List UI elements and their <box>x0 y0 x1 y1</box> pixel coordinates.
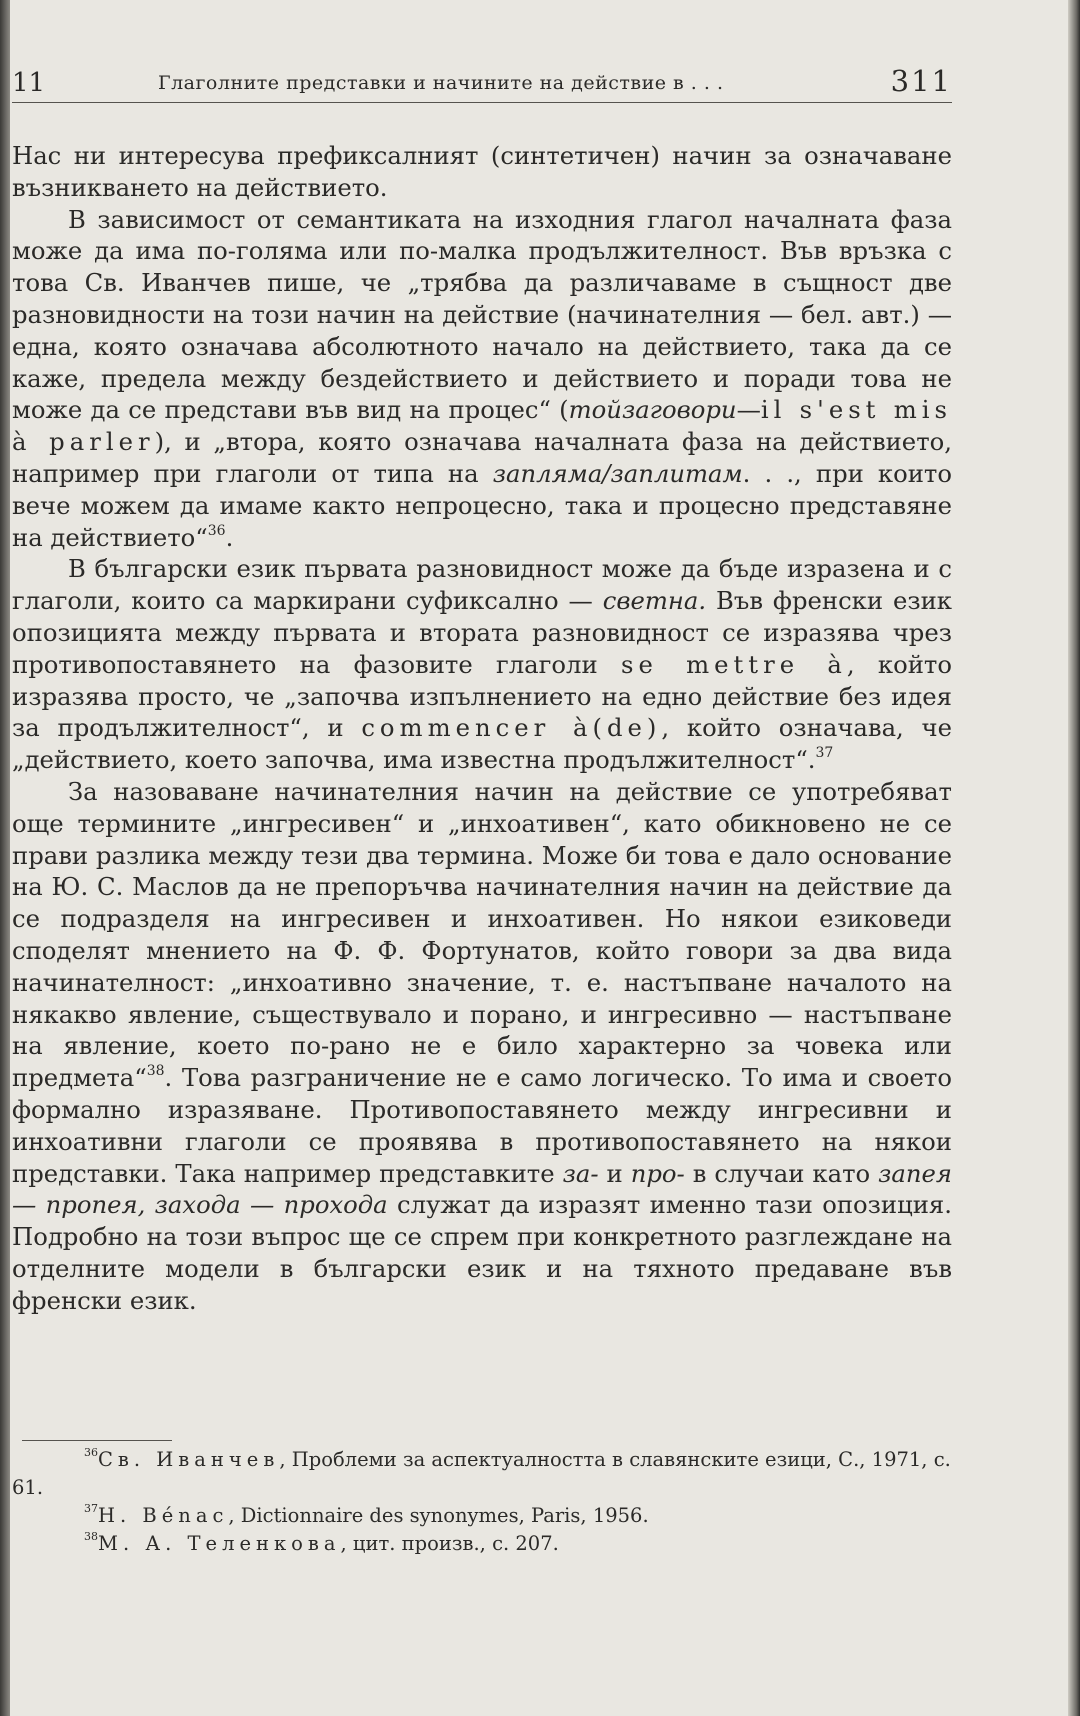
footnotes <box>12 1446 962 1558</box>
running-head: Глаголните представки и начините на действие в . . . <box>158 72 724 94</box>
italic-example: тойзаговори <box>568 395 737 425</box>
italic-example: светна. <box>602 586 707 616</box>
footnote-ref-38: 38 <box>146 1062 165 1079</box>
french-verb: commencer à(de) <box>361 713 662 743</box>
paragraph-4: За назоваване начинателния начин на действие се употребяват още термините „ингресивен“ и „инхоативен“, като обикновено не се прави разлика между тези два термина. Може би това е дало основание на Ю. С. Маслов да не препоръчва начинателния начин на действие да се подразделя на ингресивен и инхоативен. Но някои езиковеди споделят мнението на Ф. Ф. Фортунатов, който говори за два вида начинателност: „инхоативно значение, т. е. настъпване началото на някакво явление, съществувало и порано, и ингресивно — настъпване на явление, което по-рано не е било характерно за човека или предмета“$^{38}$. Това разграничение не е само логическо. То има и своето формално изразяване. Противопоставянето между ингресивни и инхоативни глаголи се проявява в противопоставянето на някои представки. Така например представките за- и про- в случаи като запея — пропея, захода — прохода служат да изразят именно тази опозиция. Подробно на този въпрос ще се спрем при конкретното разглеждане на отделните модели в български език и на тяхното предаване във френски език. <box>12 776 952 1315</box>
page-number: 311 <box>890 64 952 98</box>
paragraph-2: В зависимост от семантиката на изходния глагол началната фаза може да има по-голяма или по-малка продължителност. Във връзка с това Св. Иванчев пише, че „трябва да различаваме в същност две разновидности на този начин на действие (начинателния — бел. авт.) — една, която означава абсолютното начало на действието, така да се каже, предела между бездействието и действието и поради това не може да се представи във вид на процес“ (тойзаговори—il s'est mis à parler), и „втора, която означава началната фаза на действието, например при глаголи от типа на запляма/заплитам. . ., при които вече можем да имаме както непроцесно, така и процесно представяне на действието“$^{36}$. <box>12 204 953 552</box>
paragraph-3: В български език първата разновидност може да бъде изразена и с глаголи, които са маркирани суфиксално — светна. Във френски език опозицията между първата и втората разновидност се изразява чрез противопоставянето на фазовите глаголи se mettre à, който изразява просто, че „започва изпълнението на едно действие без идея за продължителност“, и commencer à(de), който означава, че „действието, което започва, има известна продължителност“.$^{37}$ <box>12 554 952 775</box>
page-header <box>12 62 952 103</box>
footnote-36: $^{36}$Св. Иванчев, Проблеми за аспектуалността в славянските езици, С., 1971, с. 61. <box>12 1446 951 1499</box>
footnote-ref-36: 36 <box>207 522 226 539</box>
footnote-divider <box>22 1440 172 1441</box>
french-verb: se mettre à <box>620 649 847 679</box>
book-spine-shadow <box>0 0 10 1716</box>
page-edge-shadow <box>1068 0 1080 1716</box>
left-folio-fragment: 11 <box>12 68 46 98</box>
footnote-38: $^{38}$М. А. Теленкова, цит. произв., с. 207. <box>84 1530 559 1555</box>
italic-example: за- <box>562 1158 599 1188</box>
main-text <box>12 140 952 1316</box>
paragraph-1: Нас ни интересува префиксалният (синтетичен) начин за означаване възникването на действието. <box>12 141 952 202</box>
french-example: il s'est mis à parler <box>12 395 952 457</box>
italic-example: запляма/заплитам <box>492 458 743 488</box>
footnote-37: $^{37}$Н. Bénac, Dictionnaire des synonymes, Paris, 1956. <box>84 1502 649 1527</box>
italic-example: запея — пропея, захода — прохода <box>12 1158 952 1220</box>
italic-example: про- <box>630 1158 685 1188</box>
footnote-ref-37: 37 <box>815 744 834 761</box>
